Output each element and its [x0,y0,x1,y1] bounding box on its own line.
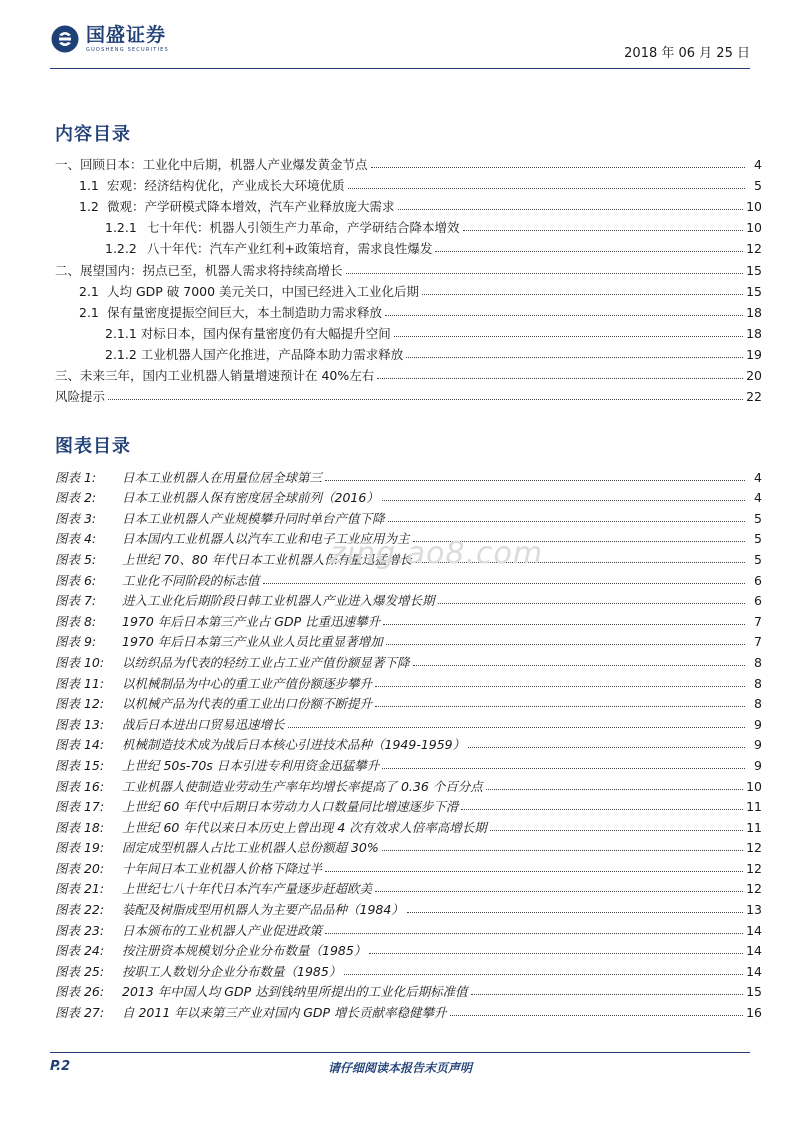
toc-entry[interactable] [55,278,762,299]
figure-title: 工业机器人使制造业劳动生产率年均增长率提高了 0.36 个百分点 [122,778,483,794]
toc-entry[interactable] [55,214,762,235]
toc-entry[interactable] [55,256,762,277]
toc-entry-text: 人均 GDP 破 7000 美元关口，中国已经进入工业化后期 [107,283,420,299]
figure-page: 12 [746,860,762,876]
figure-entry[interactable] [55,505,762,526]
figure-entry[interactable] [55,979,762,1000]
figure-title: 以机械产品为代表的重工业出口份额不断提升 [122,696,373,712]
figure-page: 14 [746,943,762,959]
figure-title: 1970 年后日本第三产业占 GDP 比重迅速攀升 [122,613,381,629]
figure-number: 图表 2: [55,490,97,506]
figure-page: 14 [746,963,762,979]
dot-leader [375,891,743,892]
dot-leader [344,974,743,975]
dot-leader [383,624,745,625]
figure-page: 9 [754,737,762,753]
figure-number: 图表 20: [55,860,105,876]
toc-entry[interactable] [55,193,762,214]
toc-entry[interactable] [55,383,762,404]
figure-list [55,464,762,1020]
figure-title: 日本工业机器人产业规模攀升同时单台产值下降 [122,510,385,526]
page-header [50,22,750,69]
dot-leader [435,251,743,252]
figure-entry[interactable] [55,464,762,485]
figure-page: 13 [746,902,762,918]
figure-number: 图表 6: [55,572,97,588]
figure-entry[interactable] [55,732,762,753]
dot-leader [450,1015,744,1016]
figure-page: 5 [754,531,762,547]
dot-leader [413,665,745,666]
dot-leader [382,768,745,769]
figure-number: 图表 14: [55,737,105,753]
figure-number: 图表 17: [55,799,105,815]
toc-entry-text: 保有量密度提振空间巨大，本土制造助力需求释放 [107,304,383,320]
figure-title: 2013 年中国人均 GDP 达到钱纳里所提出的工业化后期标准值 [122,984,468,1000]
dot-leader [461,809,743,810]
report-date: 2018 年 06 月 25 日 [624,46,750,61]
toc-entry-text: 七十年代：机器人引领生产力革命，产学研结合降本增效 [147,220,460,236]
figure-page: 11 [746,799,762,815]
figure-number: 图表 22: [55,902,105,918]
figure-entry[interactable] [55,567,762,588]
dot-leader [371,167,745,168]
figure-title: 上世纪 70、80 年代日本工业机器人保有量迅猛增长 [122,551,412,567]
disclaimer-note: 请仔细阅读本报告末页声明 [327,1061,472,1075]
figure-number: 图表 18: [55,819,105,835]
figure-page: 9 [754,716,762,732]
figure-title: 机械制造技术成为战后日本核心引进技术品种（1949-1959） [122,737,466,753]
figure-entry[interactable] [55,999,762,1020]
dot-leader [346,273,744,274]
toc-entry-page: 18 [746,304,762,320]
toc-entry-number: 1.2 [79,199,99,215]
toc-entry-page: 22 [746,389,762,405]
figure-title: 工业化不同阶段的标志值 [122,572,260,588]
dot-leader [325,871,743,872]
company-name-cn: 国盛证券 [86,24,167,46]
toc-entry-text: 风险提示 [55,389,106,405]
dot-leader [385,315,743,316]
figure-title: 上世纪 50s-70s 日本引进专利用资金迅猛攀升 [122,757,380,773]
figure-page: 4 [754,469,762,485]
toc-entry-page: 10 [746,220,762,236]
figure-title: 自 2011 年以来第三产业对国内 GDP 增长贡献率稳健攀升 [122,1005,447,1021]
figure-entry[interactable] [55,752,762,773]
dot-leader [288,727,745,728]
figure-entry[interactable] [55,711,762,732]
figure-entry[interactable] [55,526,762,547]
figure-page: 9 [754,757,762,773]
figure-entry[interactable] [55,588,762,609]
dot-leader [394,336,743,337]
toc-entry-text: 八十年代：汽车产业红利+政策培育，需求良性爆发 [147,241,433,257]
figure-page: 14 [746,922,762,938]
company-logo [50,24,169,54]
figure-title: 按职工人数划分企业分布数量（1985） [122,963,342,979]
figure-number: 图表 26: [55,984,105,1000]
dot-leader [375,686,745,687]
figure-entry[interactable] [55,958,762,979]
figure-title: 日本颁布的工业机器人产业促进政策 [122,922,323,938]
toc-entry-page: 15 [746,262,762,278]
dot-leader [468,747,745,748]
dot-leader [263,583,745,584]
figure-page: 7 [754,634,762,650]
page-footer [50,1052,750,1083]
dot-leader [486,789,743,790]
figure-number: 图表 21: [55,881,105,897]
dot-leader [382,500,745,501]
figure-title: 1970 年后日本第三产业从业人员比重显著增加 [122,634,383,650]
toc-entry-page: 4 [754,157,762,173]
figure-entry[interactable] [55,794,762,815]
toc-entry[interactable] [55,235,762,256]
figure-title: 战后日本进出口贸易迅速增长 [122,716,285,732]
dot-leader [471,994,744,995]
figure-page: 8 [754,654,762,670]
figure-page: 15 [746,984,762,1000]
toc-entry-text: 2.1.2 工业机器人国产化推进，产品降本助力需求释放 [105,346,404,362]
figure-page: 4 [754,490,762,506]
figure-entry[interactable] [55,608,762,629]
toc-entry[interactable] [55,362,762,383]
toc-entry-number: 2.1 [79,304,99,320]
figure-page: 11 [746,819,762,835]
toc-entry-text: 微观：产学研模式降本增效，汽车产业释放庞大需求 [107,199,395,215]
figure-title: 以机械制品为中心的重工业产值份额逐步攀升 [122,675,373,691]
toc-entry-page: 20 [746,368,762,384]
figure-entry[interactable] [55,773,762,794]
toc-entry-number: 1.2.2 [105,241,137,257]
figure-entry[interactable] [55,917,762,938]
dot-leader [388,521,745,522]
toc-entry-text: 一、回顾日本：工业化中后期，机器人产业爆发黄金节点 [55,157,368,173]
dot-leader [377,378,743,379]
figure-page: 8 [754,675,762,691]
figure-number: 图表 24: [55,943,105,959]
dot-leader [382,850,743,851]
dot-leader [325,933,743,934]
figure-number: 图表 13: [55,716,105,732]
figure-title: 日本国内工业机器人以汽车工业和电子工业应用为主 [122,531,410,547]
dot-leader [325,480,745,481]
figure-page: 8 [754,696,762,712]
toc-entry-page: 10 [746,199,762,215]
guosheng-logo-icon [50,24,80,54]
figure-number: 图表 11: [55,675,105,691]
figure-entry[interactable] [55,691,762,712]
figure-number: 图表 25: [55,963,105,979]
watermark: zing.ao8.com [330,536,544,571]
dot-leader [386,644,745,645]
figure-number: 图表 19: [55,840,105,856]
figure-title: 以纺织品为代表的轻纺工业占工业产值份额显著下降 [122,654,410,670]
figure-entry[interactable] [55,546,762,567]
figure-entry[interactable] [55,835,762,856]
toc-entry-number: 1.1 [79,178,99,194]
toc-entry-number: 1.2.1 [105,220,137,236]
figure-title: 按注册资本规模划分企业分布数量（1985） [122,943,367,959]
toc-entry[interactable] [55,320,762,341]
figure-entry[interactable] [55,876,762,897]
figure-entry[interactable] [55,670,762,691]
toc-entry-text: 三、未来三年，国内工业机器人销量增速预计在 40%左右 [55,368,375,384]
figure-title: 固定成型机器人占比工业机器人总份额超 30% [122,840,379,856]
toc-entry-page: 15 [746,283,762,299]
toc-entry-page: 18 [746,325,762,341]
figure-page: 6 [754,593,762,609]
toc-entry-number: 2.1 [79,283,99,299]
toc-entry-text: 2.1.1 对标日本，国内保有量密度仍有大幅提升空间 [105,325,391,341]
dot-leader [407,912,743,913]
figure-number: 图表 23: [55,922,105,938]
toc-list [55,151,762,404]
figure-title: 装配及树脂成型用机器人为主要产品品种（1984） [122,902,404,918]
figure-page: 6 [754,572,762,588]
figure-title: 上世纪 60 年代以来日本历史上曾出现 4 次有效求人倍率高增长期 [122,819,487,835]
dot-leader [438,603,745,604]
toc-entry[interactable] [55,172,762,193]
figure-page: 5 [754,551,762,567]
dot-leader [369,953,743,954]
figure-title: 十年间日本工业机器人价格下降过半 [122,860,323,876]
figure-number: 图表 3: [55,510,97,526]
toc-entry-text: 二、展望国内：拐点已至，机器人需求将持续高增长 [55,262,343,278]
toc-entry-page: 12 [746,241,762,257]
toc-title: 内容目录 [55,124,131,145]
toc-entry-page: 5 [754,178,762,194]
dot-leader [108,399,743,400]
dot-leader [375,706,745,707]
company-name-en: GUOSHENG SECURITIES [86,47,169,53]
figure-title: 进入工业化后期阶段日韩工业机器人产业进入爆发增长期 [122,593,435,609]
toc-entry[interactable] [55,151,762,172]
dot-leader [490,830,743,831]
toc-entry[interactable] [55,341,762,362]
figure-number: 图表 8: [55,613,97,629]
figure-page: 10 [746,778,762,794]
figure-number: 图表 16: [55,778,105,794]
figures-title: 图表目录 [55,436,131,457]
figure-number: 图表 7: [55,593,97,609]
figure-entry[interactable] [55,855,762,876]
figure-page: 7 [754,613,762,629]
figure-number: 图表 15: [55,757,105,773]
figure-page: 12 [746,881,762,897]
figure-entry[interactable] [55,896,762,917]
dot-leader [463,230,744,231]
figure-title: 日本工业机器人保有密度居全球前列（2016） [122,490,379,506]
figure-number: 图表 12: [55,696,105,712]
figure-number: 图表 10: [55,654,105,670]
figure-page: 16 [746,1005,762,1021]
figure-number: 图表 9: [55,634,97,650]
figure-page: 5 [754,510,762,526]
figure-entry[interactable] [55,814,762,835]
dot-leader [422,294,743,295]
toc-entry-page: 19 [746,346,762,362]
figure-number: 图表 4: [55,531,97,547]
figure-entry[interactable] [55,938,762,959]
dot-leader [406,357,743,358]
figure-title: 上世纪七八十年代日本汽车产量逐步赶超欧美 [122,881,373,897]
figure-entry[interactable] [55,629,762,650]
figure-page: 12 [746,840,762,856]
figure-title: 上世纪 60 年代中后期日本劳动力人口数量同比增速逐步下滑 [122,799,459,815]
toc-entry-text: 宏观：经济结构优化，产业成长大环境优质 [107,178,345,194]
figure-entry[interactable] [55,649,762,670]
dot-leader [413,541,745,542]
dot-leader [348,188,745,189]
dot-leader [415,562,745,563]
figure-number: 图表 1: [55,469,97,485]
figure-title: 日本工业机器人在用量位居全球第三 [122,469,323,485]
figure-number: 图表 27: [55,1005,105,1021]
dot-leader [398,209,744,210]
figure-number: 图表 5: [55,551,97,567]
toc-entry[interactable] [55,299,762,320]
page-number: P.2 [50,1059,71,1074]
figure-entry[interactable] [55,485,762,506]
